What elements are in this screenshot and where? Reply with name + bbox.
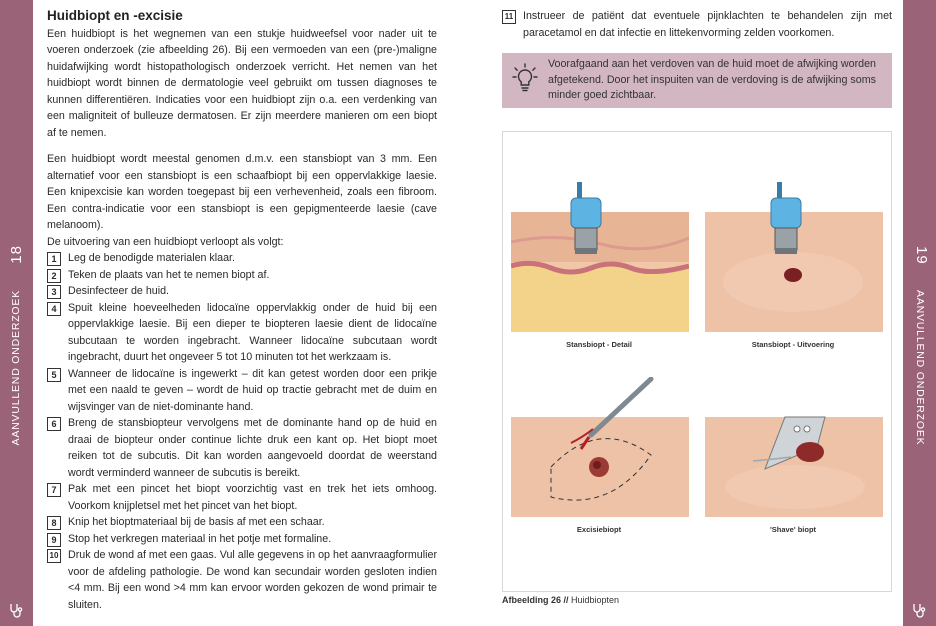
step-text: Wanneer de lidocaïne is ingewerkt – dit kan getest worden door een prikje met een naald te geven – wordt de huid op tractie gebracht met de duim en wijsvinger van de niet-dominante hand.	[68, 367, 437, 413]
step-text: Stop het verkregen materiaal in het potje met formaline.	[68, 532, 332, 545]
caption-shave-biopt: 'Shave' biopt	[769, 525, 817, 534]
step-text: Spuit kleine hoeveelheden lidocaïne oppervlakkig onder de huid bij een oppervlakkige laesie. Bij een dieper te biopteren laesie dient de lidocaïne subcutaan te worden ingebracht. Wanneer lidocaïne subcutaan wordt ingebracht, duurt het ongeveer 5 tot 10 minuten tot het werkzaam is.	[68, 301, 437, 363]
figure-caption-label: Afbeelding 26 //	[502, 595, 569, 605]
step-number: 7	[47, 483, 61, 497]
paragraph-methods: Een huidbiopt wordt meestal genomen d.m.v. een stansbiopt van 3 mm. Een alternatief voor een stansbiopt is een schaafbiopt bij een oppervlakkige laesie. Een knipexcisie kan worden toegepast bij een verhevenheid, zoals een fibroom. Een contra-indicatie voor een stansbiopt is een gepigmenteerde laesie (cave melanoom).	[47, 153, 437, 231]
step-number: 4	[47, 302, 61, 316]
step-item	[47, 415, 437, 481]
stethoscope-icon	[8, 602, 24, 618]
step-item	[502, 8, 892, 41]
step-number: 11	[502, 10, 516, 24]
caption-stansbiopt-uitvoering: Stansbiopt - Uitvoering	[751, 340, 835, 349]
step-item	[47, 481, 437, 514]
figure-huidbiopten	[502, 131, 892, 592]
paragraph-intro: Een huidbiopt is het wegnemen van een stukje huidweefsel voor nader uit te voeren onderzoek (zie afbeelding 26). Bij een vermoeden van een (pre-)maligne huidafwijking wordt histopathologisch onderzoek verricht. Het nemen van het huidbiopt wordt binnen de dermatologie veel gebruikt om tussen diagnoses te kunnen differentiëren. Indicaties voor een huidbiopt zijn o.a. een verdenking van een maligniteit of bulleuze dermatosen. Er zijn meerdere manieren om een biopt af te nemen.	[47, 27, 437, 139]
right-sidebar	[903, 0, 936, 626]
step-text: Breng de stansbiopteur vervolgens met de dominante hand op de huid en draai de biopteur onder continue lichte druk een kant op. Het biopt moet reiken tot de subcutis. Dit kan worden aangevoeld doordat de weerstand wordt verminderd wanneer de subcutis is bereikt.	[68, 417, 437, 479]
step-number: 8	[47, 516, 61, 530]
page-number-right: 19	[913, 246, 930, 265]
step-text: Desinfecteer de huid.	[68, 285, 169, 297]
step-item	[47, 547, 437, 613]
step-item	[47, 300, 437, 366]
lightbulb-icon	[512, 63, 538, 93]
punch-biopsy-execution-illustration	[705, 182, 883, 332]
page-number-left: 18	[8, 245, 25, 264]
step-item	[47, 250, 437, 267]
section-heading: Huidbiopt en -excisie	[47, 8, 183, 23]
stethoscope-icon	[911, 602, 927, 618]
step-number: 6	[47, 417, 61, 431]
punch-biopsy-detail-illustration	[511, 182, 689, 332]
step-item	[47, 283, 437, 300]
figure-caption	[502, 595, 619, 605]
steps-intro: De uitvoering van een huidbiopt verloopt als volgt:	[47, 235, 284, 248]
step-text: Leg de benodigde materialen klaar.	[68, 252, 235, 264]
step-item	[47, 366, 437, 416]
step-number: 10	[47, 549, 61, 563]
caption-excisiebiopt: Excisiebiopt	[576, 525, 622, 534]
step-number: 2	[47, 269, 61, 283]
shave-biopsy-illustration	[705, 377, 883, 517]
step-number: 5	[47, 368, 61, 382]
step-text: Pak met een pincet het biopt voorzichtig vast en trek het iets omhoog. Voorkom knijpletsel met het pincet van het biopt.	[68, 483, 437, 512]
tip-text: Voorafgaand aan het verdoven van de huid moet de afwijking worden afgetekend. Door het inspuiten van de verdoving is de afwijking soms minder goed zichtbaar.	[548, 58, 876, 101]
step-text: Teken de plaats van het te nemen biopt af.	[68, 268, 270, 281]
step-item	[47, 514, 437, 531]
step-item	[47, 267, 437, 284]
figure-caption-text: Huidbiopten	[568, 595, 620, 605]
procedure-steps	[47, 250, 437, 613]
section-label-left: AANVULLEND ONDERZOEK	[10, 290, 22, 446]
step-text: Knip het bioptmateriaal bij de basis af met een schaar.	[68, 516, 325, 528]
step-text: Instrueer de patiënt dat eventuele pijnklachten te behandelen zijn met paracetamol en dat infectie en littekenvorming zelden voorkomen.	[523, 10, 892, 39]
section-label-right: AANVULLEND ONDERZOEK	[914, 290, 926, 446]
tip-box	[502, 53, 892, 108]
caption-stansbiopt-detail: Stansbiopt - Detail	[566, 340, 632, 349]
step-number: 9	[47, 533, 61, 547]
step-number: 3	[47, 285, 61, 299]
step-item	[47, 531, 437, 548]
step-number: 1	[47, 252, 61, 266]
step-text: Druk de wond af met een gaas. Vul alle gegevens in op het aanvraagformulier voor de afdeling pathologie. De wond kan secundair worden gesloten indien <4 mm. Bij een wond >4 mm kan ervoor worden gekozen de wond primair te sluiten.	[68, 549, 437, 611]
left-page-content	[47, 8, 437, 613]
left-sidebar	[0, 0, 33, 626]
right-page-content	[502, 8, 892, 108]
excision-biopsy-illustration	[511, 377, 689, 517]
